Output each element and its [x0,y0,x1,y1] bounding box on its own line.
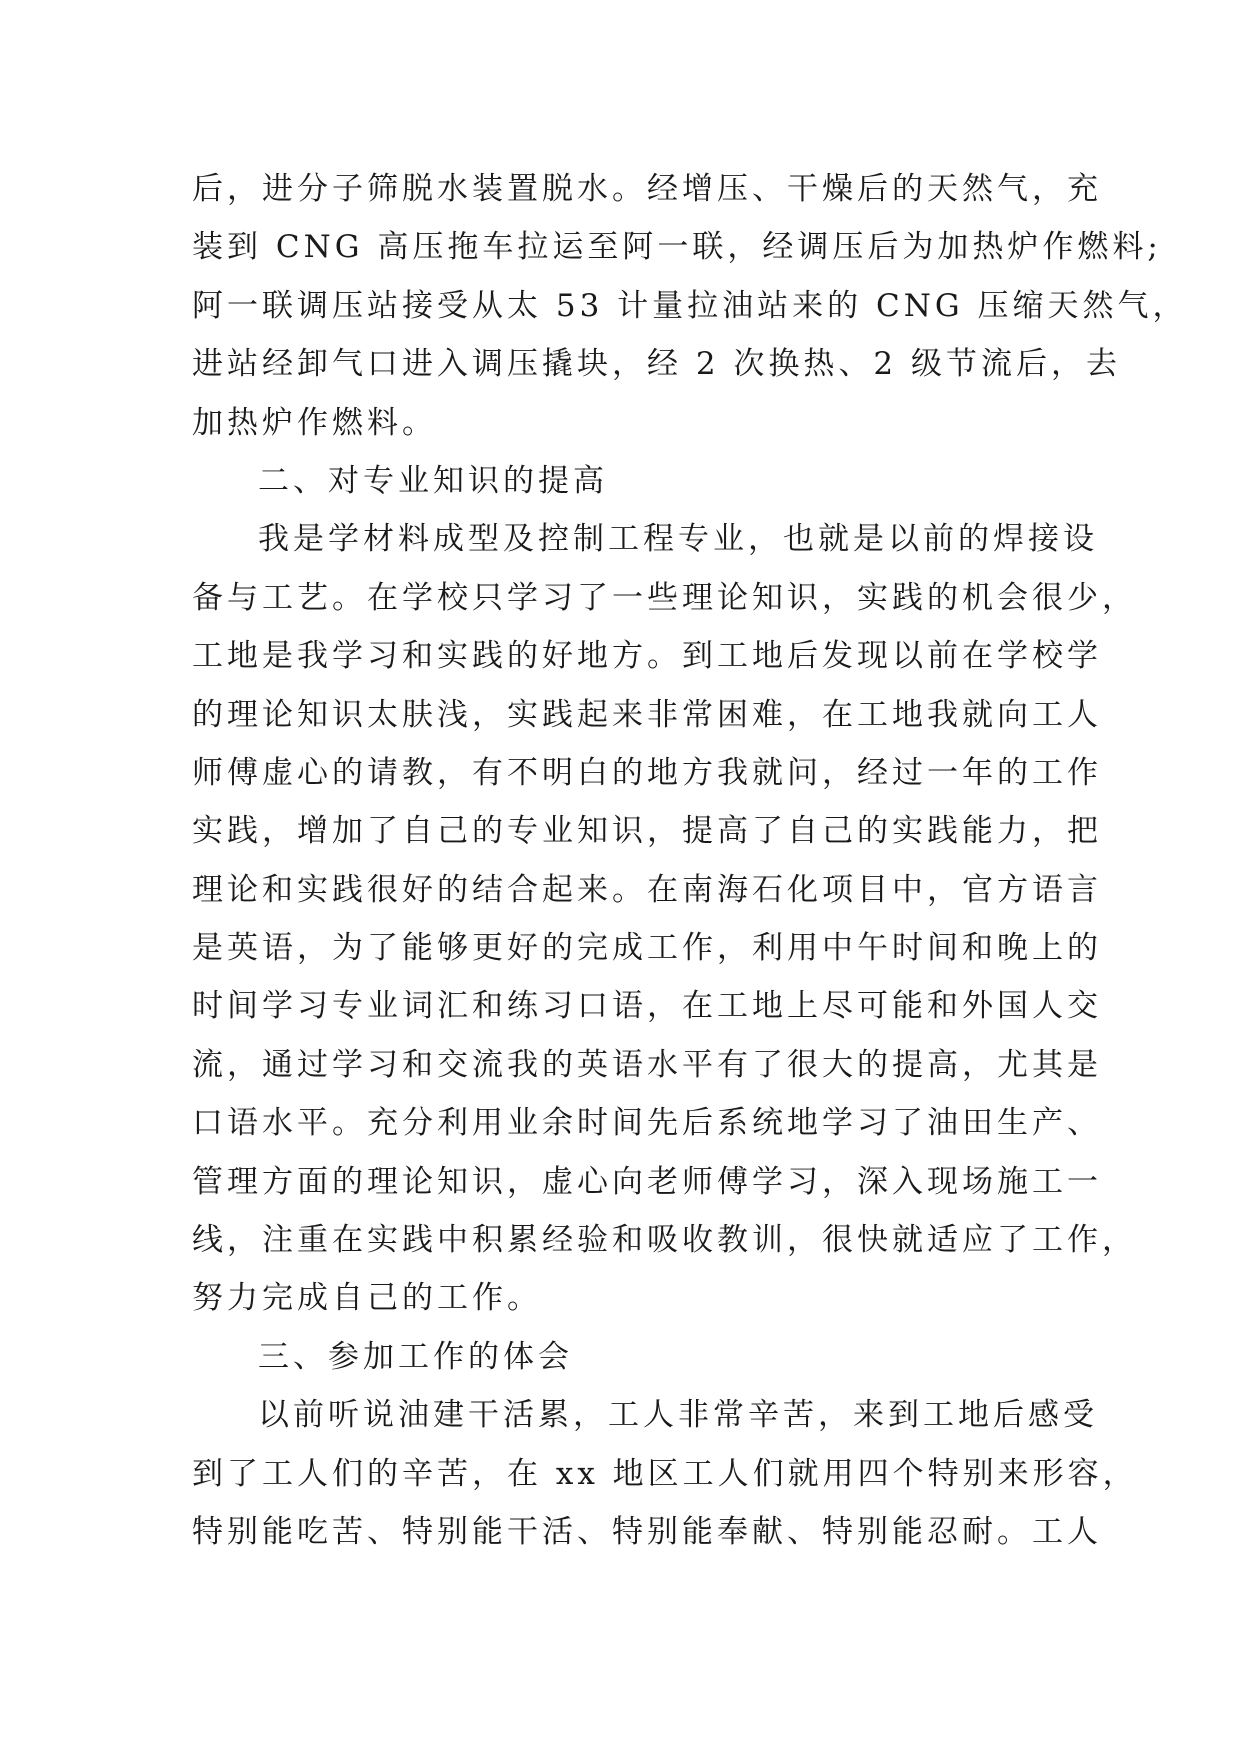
text-line: 流，通过学习和交流我的英语水平有了很大的提高，尤其是 [192,1046,1102,1083]
text-line: 装到 CNG 高压拖车拉运至阿一联，经调压后为加热炉作燃料; [192,229,1162,266]
text-line: 工地是我学习和实践的好地方。到工地后发现以前在学校学 [192,638,1102,675]
text-line: 时间学习专业词汇和练习口语，在工地上尽可能和外国人交 [192,988,1102,1025]
text-line: 我是学材料成型及控制工程专业，也就是以前的焊接设 [258,521,1098,558]
text-line: 实践，增加了自己的专业知识，提高了自己的实践能力，把 [192,813,1102,850]
body-text [192,160,1188,1561]
text-line: 后，进分子筛脱水装置脱水。经增压、干燥后的天然气，充 [192,171,1102,207]
text-line: 是英语，为了能够更好的完成工作，利用中午时间和晚上的 [192,930,1102,967]
text-line: 管理方面的理论知识，虚心向老师傅学习，深入现场施工一 [192,1163,1102,1200]
text-line: 线，注重在实践中积累经验和吸收教训，很快就适应了工作， [192,1222,1137,1259]
text-line: 理论和实践很好的结合起来。在南海石化项目中，官方语言 [192,871,1102,908]
text-line: 努力完成自己的工作。 [192,1280,542,1317]
text-line: 进站经卸气口进入调压撬块，经 2 次换热、2 级节流后，去 [192,346,1122,383]
section-heading: 三、参加工作的体会 [258,1338,573,1375]
text-line: 加热炉作燃料。 [192,404,437,441]
text-line: 口语水平。充分利用业余时间先后系统地学习了油田生产、 [192,1105,1102,1142]
text-line: 师傅虚心的请教，有不明白的地方我就问，经过一年的工作 [192,754,1102,791]
text-line: 到了工人们的辛苦，在 xx 地区工人们就用四个特别来形容， [192,1455,1138,1492]
text-line: 备与工艺。在学校只学习了一些理论知识，实践的机会很少， [192,579,1137,616]
text-line: 以前听说油建干活累，工人非常辛苦，来到工地后感受 [258,1397,1098,1434]
section-heading: 二、对专业知识的提高 [258,462,608,499]
text-line: 阿一联调压站接受从太 53 计量拉油站来的 CNG 压缩天然气， [192,287,1188,324]
text-line: 的理论知识太肤浅，实践起来非常困难，在工地我就向工人 [192,696,1102,733]
text-line: 特别能吃苦、特别能干活、特别能奉献、特别能忍耐。工人 [192,1513,1102,1550]
